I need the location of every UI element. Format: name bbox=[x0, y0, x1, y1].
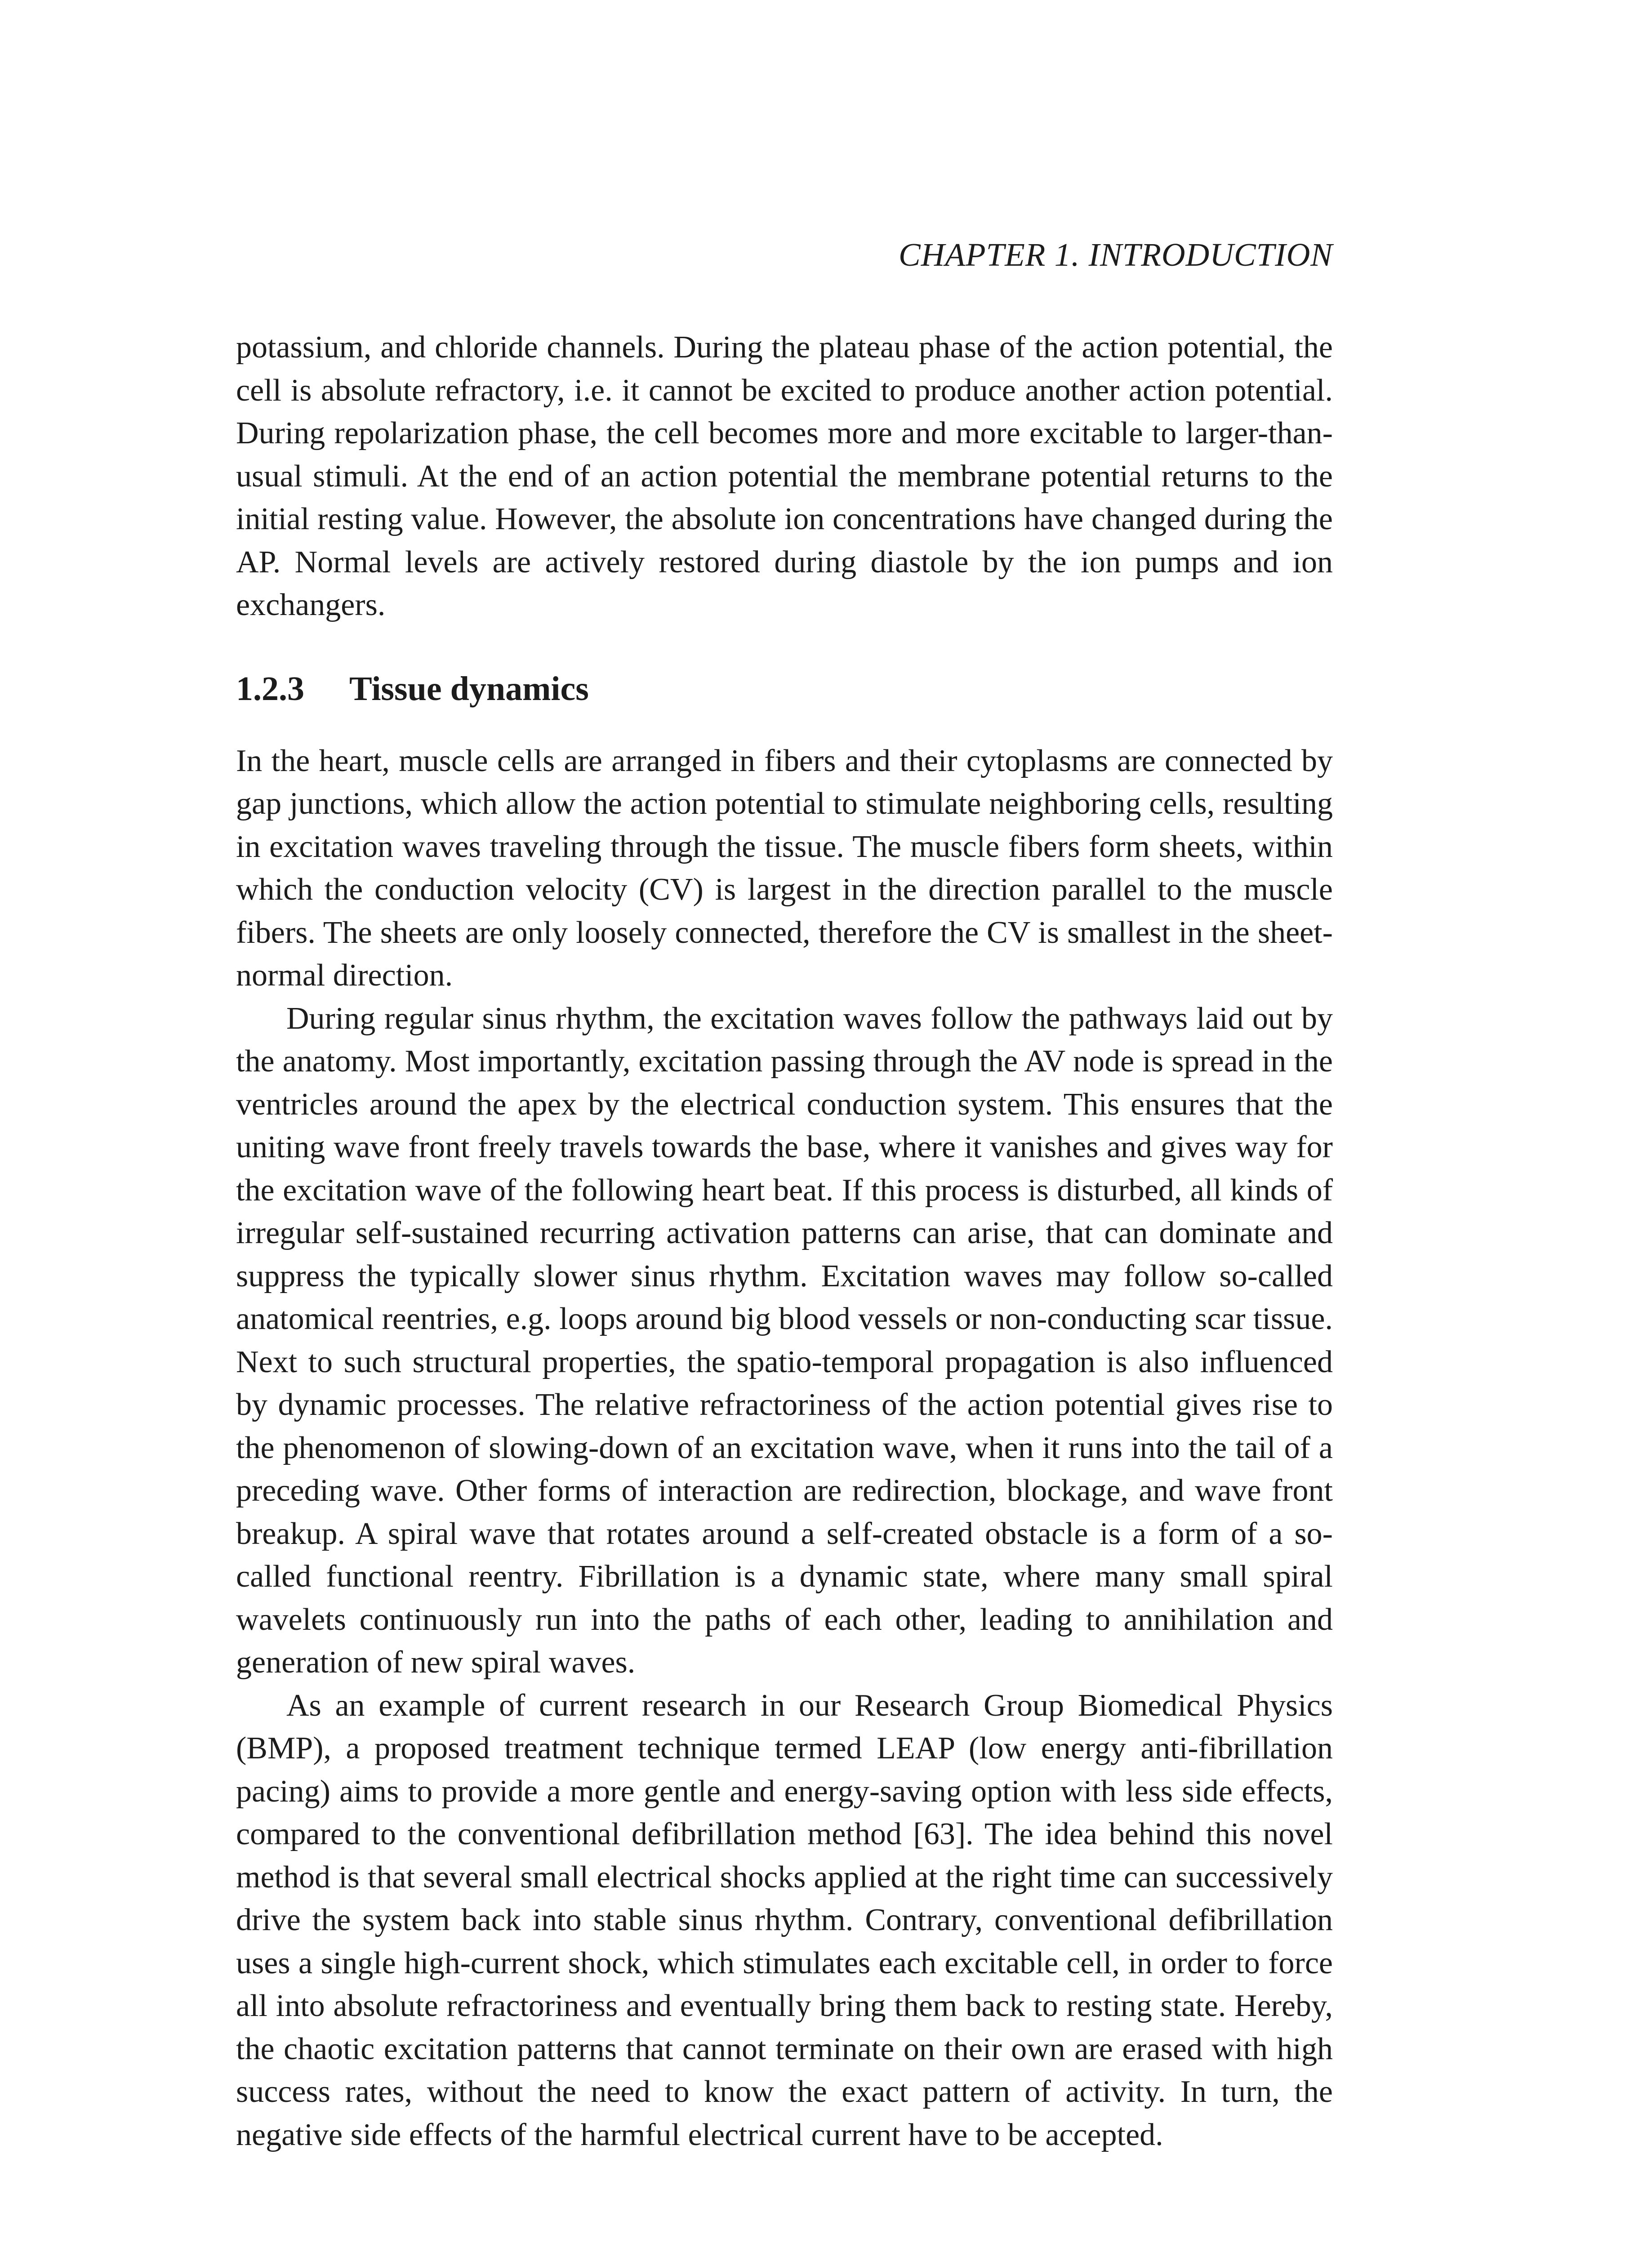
page-body bbox=[236, 238, 1333, 2156]
continued-paragraph: potassium, and chloride channels. During the plateau phase of the action potential, the cell is absolute refractory, i.e. it cannot be excited to produce another action potential. During repolarization phase, the cell becomes more and more excitable to larger-than-usual stimuli. At the end of an action potential the membrane potential returns to the initial resting value. However, the absolute ion concentrations have changed during the AP. Normal levels are actively restored during diastole by the ion pumps and ion exchangers. bbox=[236, 330, 1333, 622]
section-title: Tissue dynamics bbox=[349, 669, 589, 708]
section-heading bbox=[236, 669, 1333, 708]
paragraph-tissue-structure: In the heart, muscle cells are arranged in fibers and their cytoplasms are connected by gap junctions, which allow the action potential to stimulate neighboring cells, resulting in excitation waves traveling through the tissue. The muscle fibers form sheets, within which the conduction velocity (CV) is largest in the direction parallel to the muscle fibers. The sheets are only loosely connected, therefore the CV is smallest in the sheet-normal direction. bbox=[236, 743, 1333, 993]
paragraph-leap-research: As an example of current research in our Research Group Biomedical Physics (BMP), a proposed treatment technique termed LEAP (low energy anti-fibrillation pacing) aims to provide a more gentle and energy-saving option with less side effects, compared to the conventional defibrillation method [63]. The idea behind this novel method is that several small electrical shocks applied at the right time can successively drive the system back into stable sinus rhythm. Contrary, conventional defibrillation uses a single high-current shock, which stimulates each excitable cell, in order to force all into absolute refractoriness and eventually bring them back to resting state. Hereby, the chaotic excitation patterns that cannot terminate on their own are erased with high success rates, without the need to know the exact pattern of activity. In turn, the negative side effects of the harmful electrical current have to be accepted. bbox=[236, 1688, 1333, 2152]
paragraph-sinus-rhythm: During regular sinus rhythm, the excitation waves follow the pathways laid out by the anatomy. Most importantly, excitation passing through the AV node is spread in the ventricles around the apex by the electrical conduction system. This ensures that the uniting wave front freely travels towards the base, where it vanishes and gives way for the excitation wave of the following heart beat. If this process is disturbed, all kinds of irregular self-sustained recurring activation patterns can arise, that can dominate and suppress the typically slower sinus rhythm. Excitation waves may follow so-called anatomical reentries, e.g. loops around big blood vessels or non-conducting scar tissue. Next to such structural properties, the spatio-temporal propagation is also influenced by dynamic processes. The relative refractoriness of the action potential gives rise to the phenomenon of slowing-down of an excitation wave, when it runs into the tail of a preceding wave. Other forms of interaction are redirection, blockage, and wave front breakup. A spiral wave that rotates around a self-created obstacle is a form of a so-called functional reentry. Fibrillation is a dynamic state, where many small spiral wavelets continuously run into the paths of each other, leading to annihilation and generation of new spiral waves. bbox=[236, 1001, 1333, 1680]
section-number: 1.2.3 bbox=[236, 669, 304, 708]
running-header: CHAPTER 1. INTRODUCTION bbox=[899, 236, 1333, 273]
